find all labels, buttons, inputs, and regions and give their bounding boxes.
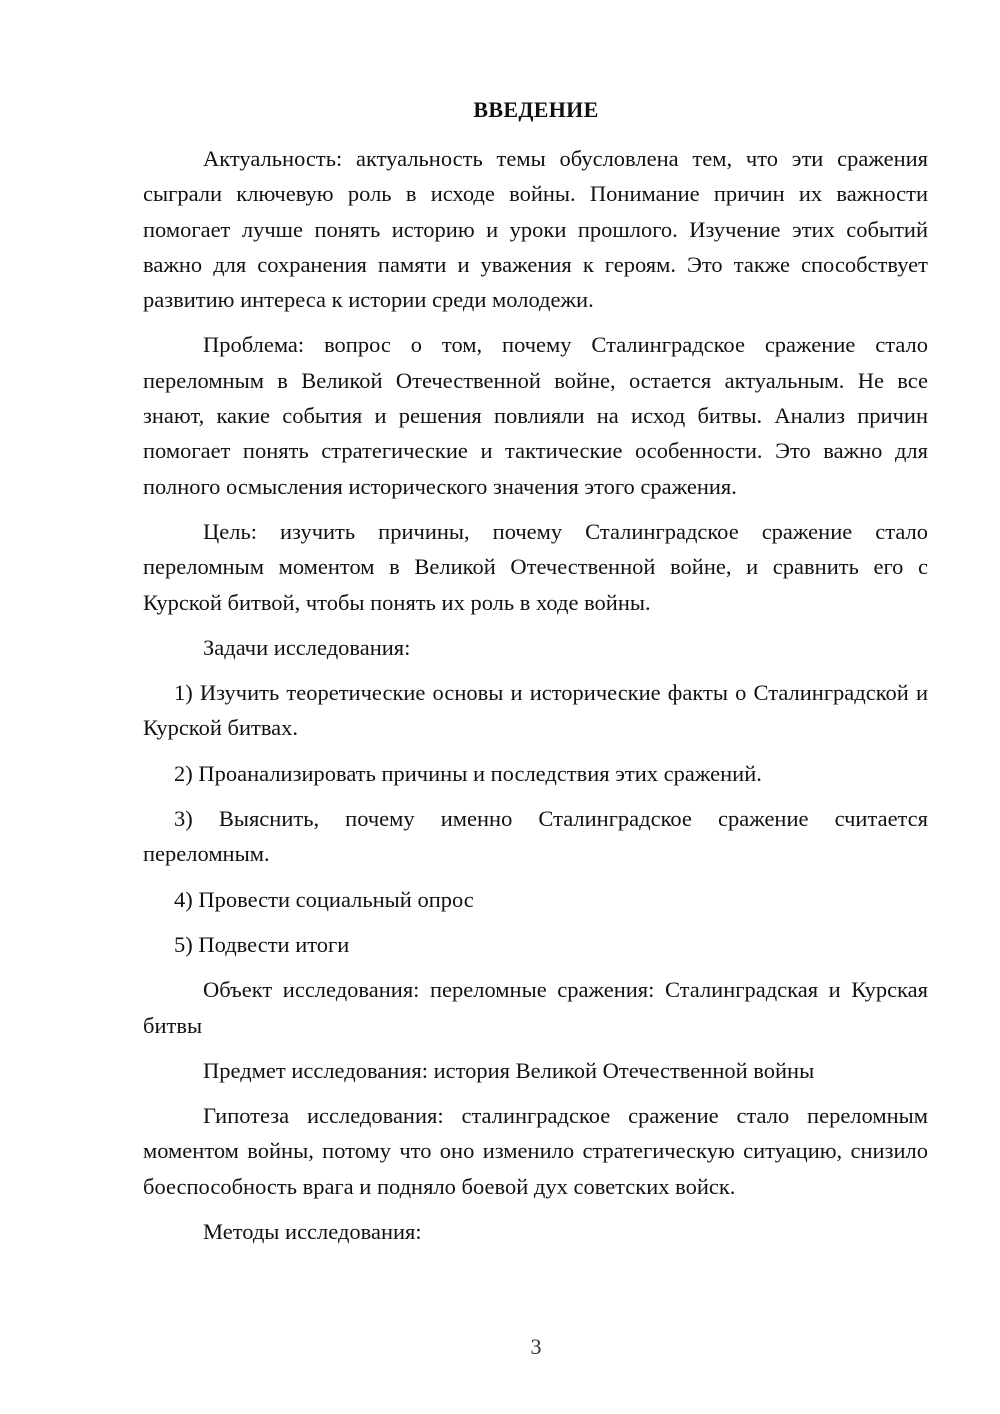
body-text xyxy=(143,141,928,1249)
task-item-4: 4) Провести социальный опрос xyxy=(174,886,474,912)
page-number: 3 xyxy=(530,1334,542,1359)
paragraph-goal: Цель: изучить причины, почему Сталинградское сражение стало переломным моментом в Великой Отечественной войне, и сравнить его с Курской битвой, чтобы понять их роль в ходе войны. xyxy=(143,518,928,615)
paragraph-tasks-heading: Задачи исследования: xyxy=(203,634,411,660)
paragraph-relevance: Актуальность: актуальность темы обусловлена тем, что эти сражения сыграли ключевую роль в исходе войны. Понимание причин их важности помогает лучше понять историю и уроки прошлого. Изучение этих событий важно для сохранения памяти и уважения к героям. Это также способствует развитию интереса к истории среди молодежи. xyxy=(143,146,928,313)
task-item-2: 2) Проанализировать причины и последствия этих сражений. xyxy=(174,760,762,786)
paragraph-subject: Предмет исследования: история Великой Отечественной войны xyxy=(203,1057,815,1083)
task-item-5: 5) Подвести итоги xyxy=(174,931,350,957)
paragraph-hypothesis: Гипотеза исследования: сталинградское сражение стало переломным моментом войны, потому что оно изменило стратегическую ситуацию, снизило боеспособность врага и подняло боевой дух советских войск. xyxy=(143,1103,928,1199)
paragraph-object: Объект исследования: переломные сражения: Сталинградская и Курская битвы xyxy=(143,977,928,1038)
task-item-3: 3) Выяснить, почему именно Сталинградское сражение считается переломным. xyxy=(143,806,928,867)
page-title: ВВЕДЕНИЕ xyxy=(473,97,599,122)
paragraph-methods: Методы исследования: xyxy=(203,1219,422,1245)
task-item-1: 1) Изучить теоретические основы и исторические факты о Сталинградской и Курской битвах. xyxy=(143,680,928,741)
paragraph-problem: Проблема: вопрос о том, почему Сталинградское сражение стало переломным в Великой Отечественной войне, остается актуальным. Не все знают, какие события и решения повлияли на исход битвы. Анализ причин помогает понять стратегические и тактические особенности. Это важно для полного осмысления исторического значения этого сражения. xyxy=(143,332,928,499)
